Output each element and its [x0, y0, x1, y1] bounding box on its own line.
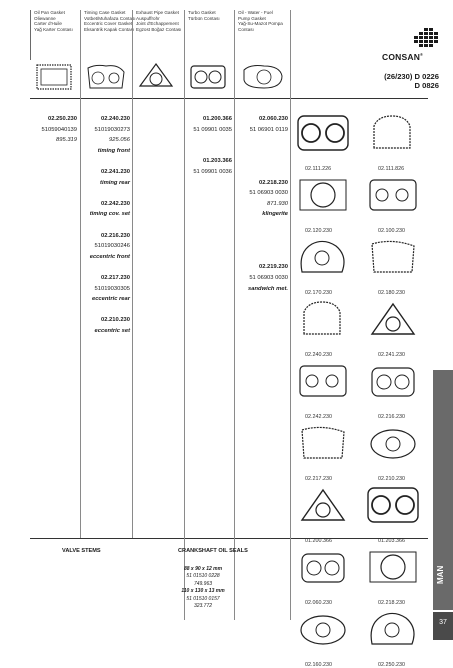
part-entry: 51019030273 — [94, 126, 130, 133]
timing-case-parts-column — [80, 116, 130, 338]
brand-side-tab — [433, 370, 453, 610]
gasket-drawing — [294, 112, 352, 154]
oil-seal-number: 749.963 — [193, 580, 213, 587]
gasket-part-label: 02.242.230 — [305, 414, 332, 420]
header-line: Carter d'Huile — [34, 21, 62, 27]
gasket-part-label: 02.170.230 — [305, 290, 332, 296]
top-rule — [30, 98, 428, 99]
part-entry: 51 06903 0030 — [249, 190, 288, 197]
gasket-drawing — [294, 360, 352, 402]
part-entry: 895.319 — [56, 137, 77, 144]
crankshaft-oil-seals-label: CRANKSHAFT OIL SEALS — [178, 548, 248, 554]
part-entry: 51 09901 0035 — [193, 126, 232, 133]
part-entry: eccentric rear — [91, 296, 130, 303]
spacer — [80, 190, 130, 201]
gasket-drawing — [294, 484, 352, 526]
gasket-image-row — [290, 296, 425, 358]
gasket-drawing — [364, 546, 422, 588]
header-line: Yağ Karter Contası — [34, 26, 73, 32]
oil-seal-list — [172, 566, 234, 610]
header-line: Turbo Gasket — [188, 10, 216, 15]
gasket-drawing — [364, 174, 422, 216]
gasket-part-label: 02.217.230 — [305, 476, 332, 482]
header-line: Egzost Boğaz Contası — [136, 26, 182, 32]
spacer — [184, 148, 232, 159]
part-entry: 02.241.230 — [100, 168, 130, 175]
part-entry: 51 06901 0119 — [249, 126, 288, 133]
header-line: Oliewanne — [34, 15, 56, 21]
gasket-drawing — [294, 546, 352, 588]
part-entry: eccentric set — [94, 327, 130, 334]
gasket-drawing — [364, 608, 422, 650]
gasket-drawing — [294, 608, 352, 650]
header-line: Exhaust Pipe Gasket — [136, 10, 179, 15]
gasket-image-row — [290, 110, 425, 172]
gasket-drawing — [364, 112, 422, 154]
gasket-drawing — [364, 236, 422, 278]
column-divider — [234, 10, 235, 620]
spacer — [234, 148, 288, 159]
spacer — [234, 233, 288, 244]
gasket-drawing — [364, 484, 422, 526]
gasket-drawing — [364, 298, 422, 340]
gasket-image-row — [290, 234, 425, 296]
spacer — [234, 222, 288, 233]
oil-seal-ref: 51 01510 0157 — [186, 595, 220, 602]
gasket-part-label: 02.241.230 — [378, 352, 405, 358]
gasket-part-label: 02.160.230 — [305, 662, 332, 668]
part-entry: timing rear — [100, 179, 130, 186]
gasket-image-row — [290, 482, 425, 544]
exhaust-turbo-parts-column — [184, 116, 232, 180]
part-entry: 871.930 — [267, 200, 288, 207]
part-entry: 02.250.230 — [47, 116, 77, 122]
gasket-part-label: 02.120.230 — [305, 228, 332, 234]
part-entry: 02.242.230 — [100, 200, 130, 207]
gasket-part-label: 01.203.366 — [378, 538, 405, 544]
gasket-part-label: 02.180.230 — [378, 290, 405, 296]
column-divider — [132, 10, 133, 538]
header-turbo-gasket — [184, 10, 234, 60]
gasket-drawing — [294, 236, 352, 278]
part-entry: 02.216.230 — [100, 232, 130, 239]
oil-seal-size: 88 x 90 x 12 mm — [183, 566, 223, 572]
engine-code-line1: (26/230) D 0226 — [384, 72, 439, 81]
gasket-image-row — [290, 606, 425, 668]
part-entry: sandwich met. — [248, 285, 288, 292]
part-entry: 02.217.230 — [100, 274, 130, 281]
page-number: 37 — [433, 612, 453, 640]
oil-pan-gasket-thumbnail — [34, 62, 74, 92]
oil-seal-ref: 51 01510 0228 — [186, 573, 220, 580]
spacer — [234, 254, 288, 265]
gasket-drawing — [294, 422, 352, 464]
gasket-drawing — [364, 422, 422, 464]
pump-gasket-parts-column — [234, 116, 288, 296]
spacer — [184, 137, 232, 148]
header-line: Votbet/Muhafaza Contası — [84, 15, 136, 21]
part-entry: eccentric front — [89, 253, 130, 260]
header-exhaust-pipe-gasket — [132, 10, 184, 60]
spacer — [80, 222, 130, 233]
gasket-part-label: 01.200.366 — [305, 538, 332, 544]
side-tab-label: MAN — [436, 565, 445, 584]
spacer — [80, 307, 130, 318]
brand-name — [382, 52, 423, 62]
part-entry: timing front — [97, 147, 130, 154]
header-line: Oil - Water - Fuel — [238, 10, 273, 15]
header-line: Joint d'Echappement — [136, 21, 179, 27]
spacer — [234, 158, 288, 169]
spacer — [234, 137, 288, 148]
gasket-part-label: 02.100.230 — [378, 228, 405, 234]
header-line: Timing Case Gasket — [84, 10, 126, 15]
gasket-part-label: 02.111.226 — [305, 166, 332, 172]
header-line: Türbün Contası — [188, 15, 220, 21]
part-entry: 02.219.230 — [258, 264, 288, 271]
oil-seal-number: 323.772 — [193, 603, 213, 610]
gasket-image-row — [290, 544, 425, 606]
gasket-part-label: 02.210.230 — [378, 476, 405, 482]
part-entry: 51 09901 0036 — [193, 168, 232, 175]
oil-pan-parts-column — [30, 116, 77, 148]
part-entry: 51019030246 — [94, 243, 130, 250]
gasket-part-label: 02.240.230 — [305, 352, 332, 358]
spacer — [80, 158, 130, 169]
gasket-image-row — [290, 358, 425, 420]
part-entry: 02.218.230 — [258, 179, 288, 186]
gasket-part-label: 02.218.230 — [378, 600, 405, 606]
part-entry: 51019030305 — [94, 285, 130, 292]
header-line: Oil Pan Gasket — [34, 10, 65, 15]
column-divider — [184, 10, 185, 620]
header-oil-pan-gasket — [30, 10, 80, 60]
oil-seal-size: 110 x 130 x 13 mm — [181, 588, 225, 595]
turbo-gasket-thumbnail — [188, 62, 228, 92]
header-line: Pump Gasket — [238, 15, 266, 21]
exhaust-pipe-gasket-thumbnail — [138, 62, 174, 92]
pump-gasket-thumbnail — [240, 62, 286, 92]
header-line: Contası — [238, 26, 254, 32]
gasket-drawing — [294, 174, 352, 216]
valve-stems-label: VALVE STEMS — [62, 548, 101, 554]
header-line: Auspuffrohr — [136, 15, 160, 21]
part-entry: 02.240.230 — [100, 116, 130, 122]
timing-case-gasket-thumbnail — [84, 62, 128, 92]
gasket-part-label: 02.111.826 — [378, 166, 405, 172]
engine-code — [384, 72, 439, 90]
part-entry: klingerite — [262, 211, 288, 218]
part-entry: 01.200.366 — [202, 116, 232, 122]
gasket-part-label: 02.216.230 — [378, 414, 405, 420]
part-entry: 925.056 — [109, 137, 130, 144]
gasket-drawing — [364, 360, 422, 402]
brand-name-text: CONSAN — [382, 52, 421, 62]
header-oil-water-fuel-pump-gasket — [234, 10, 290, 60]
header-line: Eksantrik Kapak Contası — [84, 26, 135, 32]
spacer — [234, 243, 288, 254]
part-entry: 51059040139 — [41, 126, 77, 133]
gasket-part-label: 02.060.230 — [305, 600, 332, 606]
header-line: Eccentric Cover Gasket — [84, 21, 133, 27]
part-entry: 02.060.230 — [258, 116, 288, 122]
header-line: Yağ-Su-Mazot Pompa — [238, 21, 283, 27]
gasket-part-label: 02.250.230 — [378, 662, 405, 668]
part-entry: 02.210.230 — [100, 317, 130, 324]
brand-registered-mark: ® — [420, 52, 424, 58]
spacer — [234, 169, 288, 180]
spacer — [80, 264, 130, 275]
gasket-image-row — [290, 420, 425, 482]
engine-code-line2: D 0826 — [414, 81, 439, 90]
gasket-image-row — [290, 172, 425, 234]
header-timing-case-gasket — [80, 10, 136, 60]
part-entry: 51 06903 0030 — [249, 274, 288, 281]
gasket-drawing — [294, 298, 352, 340]
part-entry: timing cov. set — [89, 211, 130, 218]
part-entry: 01.203.366 — [202, 158, 232, 165]
